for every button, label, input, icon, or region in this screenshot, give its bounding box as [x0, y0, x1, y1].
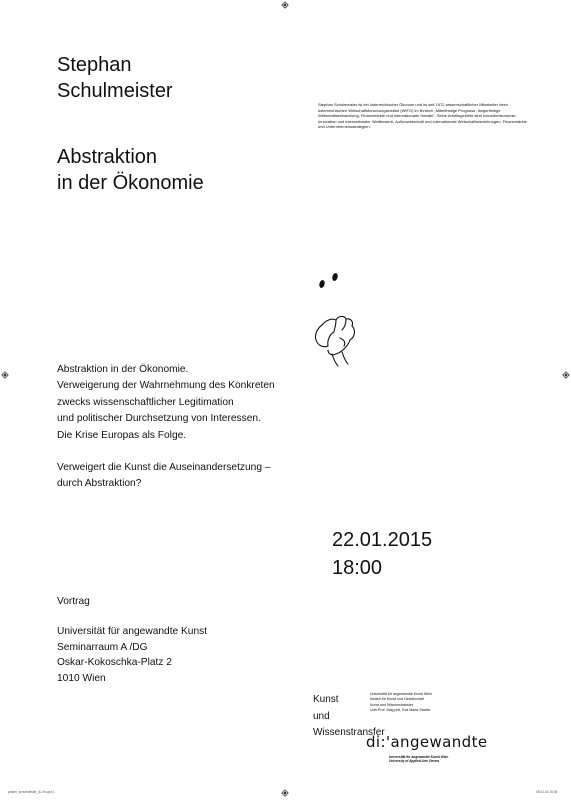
- description-line: Verweigerung der Wahrnehmung des Konkreten: [57, 380, 275, 392]
- spacer: [57, 610, 207, 624]
- lecture-title-line-1: Abstraktion: [57, 146, 158, 168]
- description-text: [57, 362, 275, 493]
- event-type: Vortrag: [57, 596, 90, 607]
- university-name-en: University of Applied Arts Vienna: [389, 759, 440, 764]
- speaker-name: [57, 52, 173, 104]
- spacer: [57, 444, 275, 460]
- address-line: Universität für angewandte Kunst: [57, 625, 208, 637]
- ku-line: Wissenstransfer: [313, 727, 385, 738]
- address-line: Oskar-Kokoschka-Platz 2: [57, 657, 172, 669]
- ku-line: Kunst: [313, 694, 339, 705]
- question-line: Verweigert die Kunst die Auseinandersetzung –: [57, 462, 271, 474]
- speaker-bio: Stephan Schulmeister ist ein österreichischer Ökonom und ist seit 1972 wissenschaftlicher Mitarbeiter beim österreichischen Wirtschaftsforschungsinstitut (WIFO) im Bereich „Mittelfristige Prognose, längerfristige Wirtschaftsentwicklung, Finanzmärkte und internationaler Handel“. Seine Arbeitsgebiete sind Industrieökonomie, Innovation und internationaler Wettbewerb, Außenwirtschaft und internationale Wirtschaftsbeziehungen, Finanzmärkte und Unternehmensstrategien.: [318, 102, 527, 130]
- hand-gesture-illustration: [300, 268, 370, 373]
- lecture-title-line-2: in der Ökonomie: [57, 172, 204, 194]
- print-slug-right: 08.01.15 16:35: [536, 790, 558, 794]
- university-name-de: Universität für angewandte Kunst Wien: [389, 755, 449, 759]
- lecture-title: [57, 144, 204, 196]
- ku-line: und: [313, 710, 330, 722]
- description-line: und politischer Durchsetzung von Interessen.: [57, 413, 261, 425]
- description-line: zwecks wissenschaftlicher Legitimation: [57, 396, 234, 408]
- venue-info: [57, 594, 207, 687]
- institute-details: [370, 692, 432, 714]
- address-line: 1010 Wien: [57, 673, 106, 685]
- university-name: [389, 755, 448, 764]
- institute-line: Kunst und Wissenstransfer: [370, 702, 413, 707]
- registration-mark-icon: [1, 371, 9, 379]
- description-line: Abstraktion in der Ökonomie.: [57, 364, 189, 375]
- registration-mark-icon: [281, 1, 289, 9]
- print-slug-left: poster_schulmeister_A1 fb.qxd 1: [8, 790, 55, 794]
- institute-line: Universität für angewandte Kunst Wien: [370, 692, 433, 696]
- institute-line: Univ.Prof. Mag.phil. Eva Maria Stadler: [370, 708, 431, 713]
- institute-line: Institut für Kunst und Gesellschaft: [370, 697, 424, 702]
- address-line: Seminarraum A /DG: [57, 641, 148, 653]
- description-line: Die Krise Europas als Folge.: [57, 429, 187, 441]
- question-line: durch Abstraktion?: [57, 478, 142, 490]
- registration-mark-icon: [562, 371, 570, 379]
- speaker-last-name: Schulmeister: [57, 80, 173, 102]
- registration-mark-icon: [281, 789, 289, 797]
- event-time: 18:00: [332, 557, 383, 579]
- angewandte-logo: di:'angewandte: [366, 733, 488, 751]
- event-datetime: [332, 526, 432, 582]
- speaker-first-name: Stephan: [57, 54, 132, 76]
- event-date: 22.01.2015: [332, 529, 433, 551]
